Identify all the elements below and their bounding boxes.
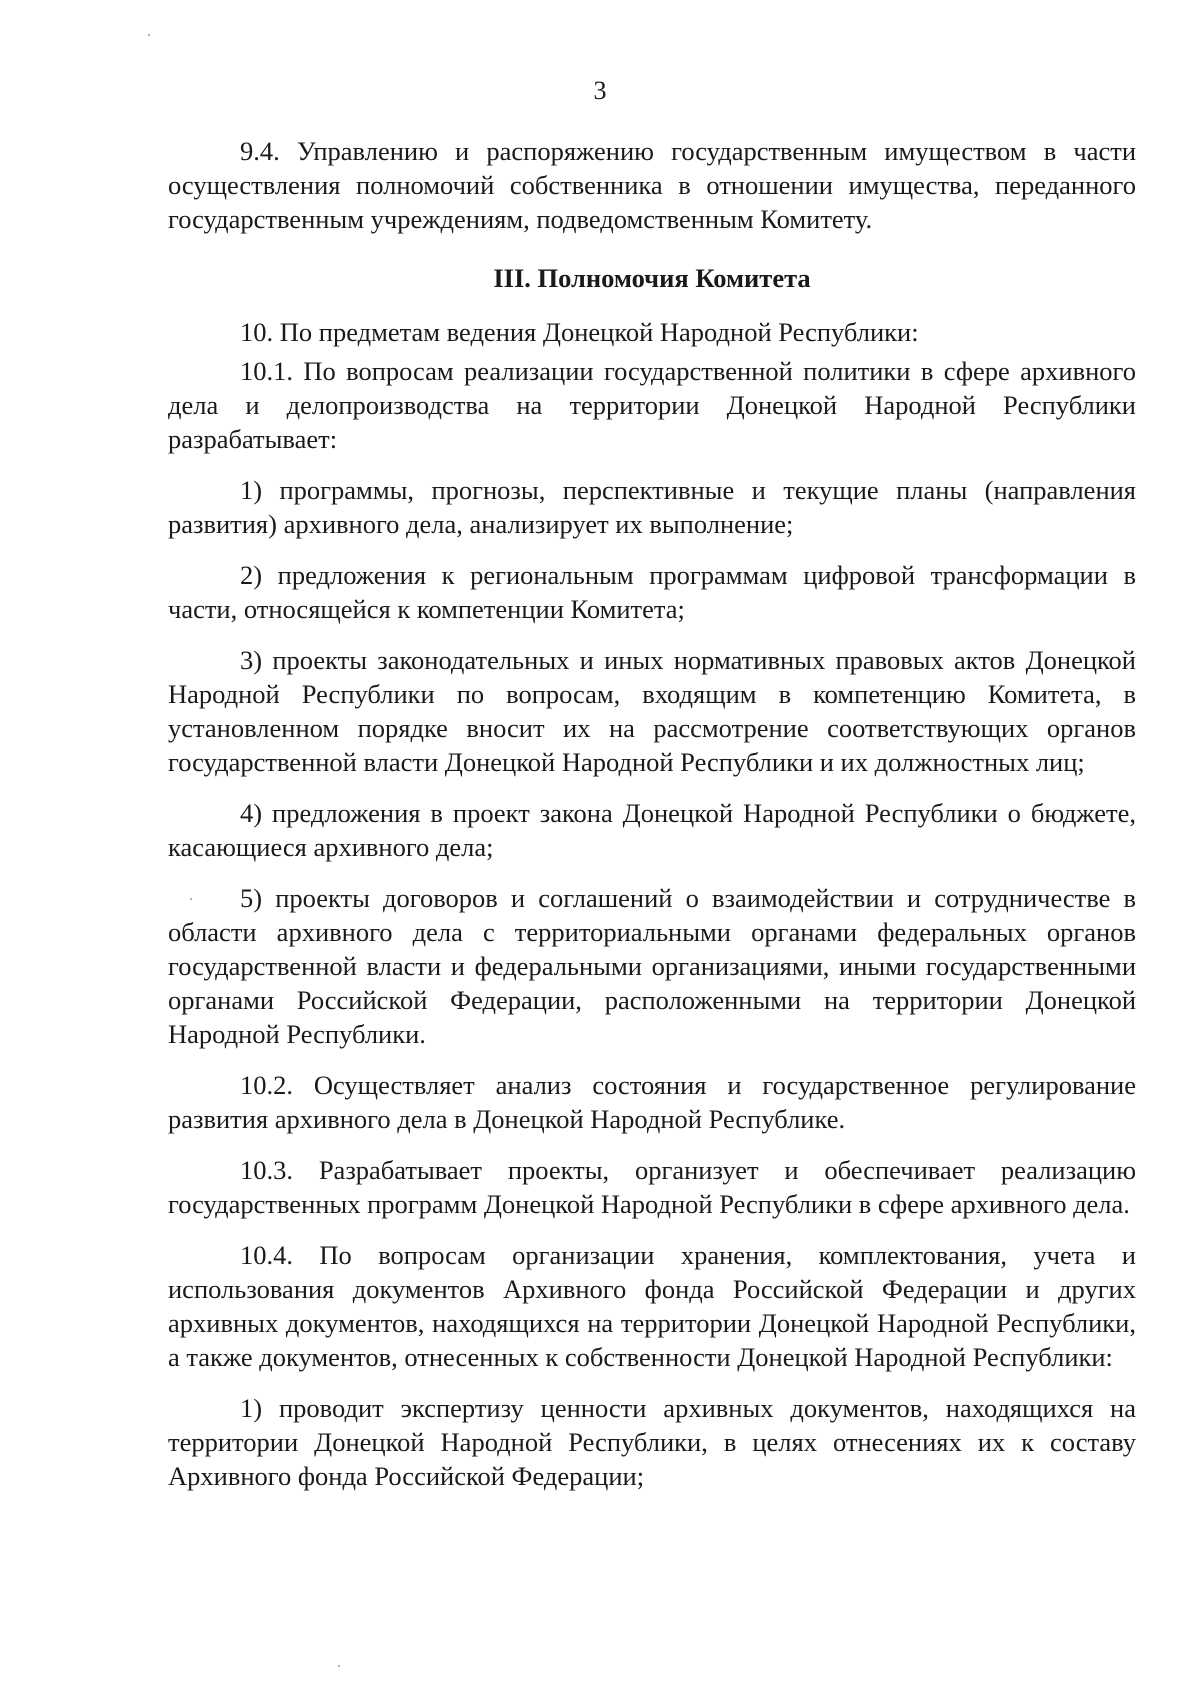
paragraph-10: 10. По предметам ведения Донецкой Народной Республики:: [240, 317, 919, 347]
paragraph-9-4: 9.4. Управлению и распоряжению государственным имуществом в части осуществления полномочий собственника в отношении имущества, переданного государственным учреждениям, подведомственным Комитету.: [168, 136, 1136, 234]
paragraph-10-2: 10.2. Осуществляет анализ состояния и государственное регулирование развития архивного дела в Донецкой Народной Республике.: [168, 1070, 1136, 1134]
paragraph-10-4: 10.4. По вопросам организации хранения, комплектования, учета и использования документов Архивного фонда Российской Федерации и других архивных документов, находящихся на территории Донецкой Народной Республики, а также документов, отнесенных к собственности Донецкой Народной Республики:: [168, 1240, 1136, 1372]
page-number: 3: [593, 76, 607, 105]
paragraph-10-3: 10.3. Разрабатывает проекты, организует и обеспечивает реализацию государственных программ Донецкой Народной Республики в сфере архивного дела.: [168, 1155, 1136, 1219]
list-item-10-4-1: 1) проводит экспертизу ценности архивных документов, находящихся на территории Донецкой Народной Республики, в целях отнесениях их к составу Архивного фонда Российской Федерации;: [168, 1393, 1136, 1491]
scan-speck: [148, 34, 150, 36]
heading-spacer: [168, 253, 1136, 261]
scan-speck: [190, 898, 192, 900]
paragraph-10-1: 10.1. По вопросам реализации государственной политики в сфере архивного дела и делопроизводства на территории Донецкой Народной Республики разрабатывает:: [168, 356, 1136, 454]
list-item-10-1-4: 4) предложения в проект закона Донецкой Народной Республики о бюджете, касающиеся архивного дела;: [168, 798, 1136, 862]
section-heading: III. Полномочия Комитета: [493, 263, 811, 293]
document-body: [168, 134, 1136, 1510]
scan-speck: [338, 1665, 340, 1667]
list-item-10-1-5: 5) проекты договоров и соглашений о взаимодействии и сотрудничестве в области архивного дела с территориальными органами федеральных органов государственной власти и федеральными организациями, иными государственными органами Российской Федерации, расположенными на территории Донецкой Народной Республики.: [168, 883, 1136, 1049]
list-item-10-1-3: 3) проекты законодательных и иных нормативных правовых актов Донецкой Народной Республики по вопросам, входящим в компетенцию Комитета, в установленном порядке вносит их на рассмотрение соответствующих органов государственной власти Донецкой Народной Республики и их должностных лиц;: [168, 645, 1136, 777]
list-item-10-1-1: 1) программы, прогнозы, перспективные и текущие планы (направления развития) архивного дела, анализирует их выполнение;: [168, 475, 1136, 539]
list-item-10-1-2: 2) предложения к региональным программам цифровой трансформации в части, относящейся к компетенции Комитета;: [168, 560, 1136, 624]
